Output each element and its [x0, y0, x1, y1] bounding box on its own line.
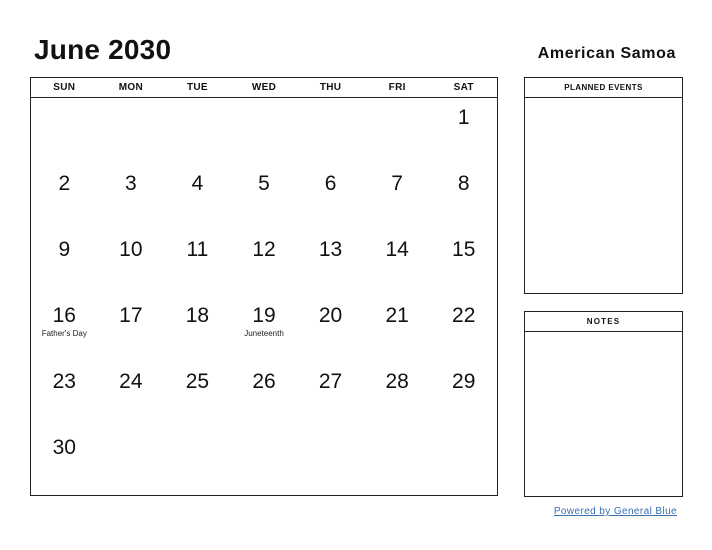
powered-by-link[interactable]: Powered by General Blue	[553, 506, 677, 517]
planned-events-title: PLANNED EVENTS	[525, 78, 682, 98]
day-cell	[297, 428, 364, 494]
weekday-tue: TUE	[186, 82, 208, 93]
day-number	[98, 428, 165, 436]
day-cell	[231, 428, 298, 494]
day-cell	[364, 428, 431, 494]
day-cell	[231, 362, 298, 428]
day-cell	[297, 296, 364, 362]
day-number: 20	[318, 304, 343, 327]
day-number: 18	[185, 304, 210, 327]
region-label: American Samoa	[537, 45, 676, 62]
day-cell	[430, 164, 497, 230]
day-cell	[364, 230, 431, 296]
day-cell	[31, 428, 98, 494]
day-cell	[98, 296, 165, 362]
day-number	[31, 98, 98, 106]
day-number	[297, 428, 364, 436]
day-cell	[164, 98, 231, 164]
day-cell	[364, 164, 431, 230]
day-number	[430, 428, 497, 436]
day-number: 30	[52, 436, 76, 459]
day-number: 15	[452, 238, 476, 261]
day-number: 7	[391, 172, 403, 195]
day-cell	[164, 428, 231, 494]
day-number: 19	[252, 304, 276, 327]
day-number: 1	[457, 106, 470, 129]
day-number: 28	[385, 370, 409, 393]
weekday-header-row	[31, 78, 497, 98]
day-cell	[164, 362, 231, 428]
day-number: 12	[252, 238, 276, 261]
day-number	[364, 98, 431, 106]
day-number: 8	[457, 172, 470, 195]
page-title: June 2030	[34, 34, 172, 65]
day-number: 3	[125, 172, 137, 195]
planned-events-panel	[524, 77, 683, 294]
day-number: 22	[452, 304, 476, 327]
weekday-thu: THU	[319, 82, 342, 93]
day-cell	[31, 362, 98, 428]
day-number: 13	[318, 238, 343, 261]
weekday-sun: SUN	[53, 82, 76, 93]
weekday-fri: FRI	[388, 82, 406, 93]
day-number: 26	[252, 370, 276, 393]
weekday-wed: WED	[251, 82, 277, 93]
day-cell	[364, 362, 431, 428]
day-cell	[98, 230, 165, 296]
day-cell	[430, 98, 497, 164]
day-cell	[231, 296, 298, 362]
day-grid	[31, 98, 497, 494]
day-cell	[98, 98, 165, 164]
calendar-grid	[30, 77, 498, 496]
weekday-mon: MON	[118, 82, 143, 93]
holiday-label: Juneteenth	[244, 329, 284, 338]
day-cell	[297, 98, 364, 164]
day-cell	[364, 296, 431, 362]
day-number: 11	[186, 238, 209, 261]
day-cell	[231, 230, 298, 296]
day-cell	[164, 230, 231, 296]
day-number: 2	[58, 172, 71, 195]
weekday-sat: SAT	[453, 82, 474, 93]
day-number	[231, 98, 298, 106]
day-cell	[297, 230, 364, 296]
day-cell	[297, 164, 364, 230]
day-number: 5	[258, 172, 270, 195]
notes-title: NOTES	[525, 312, 682, 332]
day-cell	[98, 164, 165, 230]
day-number: 27	[318, 370, 343, 393]
day-number: 24	[119, 370, 143, 393]
day-number	[98, 98, 165, 106]
day-cell	[31, 296, 98, 362]
day-number: 6	[324, 172, 337, 195]
day-cell	[164, 296, 231, 362]
day-cell	[430, 296, 497, 362]
day-cell	[98, 362, 165, 428]
holiday-label: Father's Day	[41, 329, 87, 338]
day-cell	[430, 428, 497, 494]
day-cell	[31, 164, 98, 230]
day-cell	[430, 362, 497, 428]
day-number: 17	[119, 304, 143, 327]
day-number: 4	[191, 172, 204, 195]
day-number	[231, 428, 298, 436]
day-cell	[31, 230, 98, 296]
day-number: 29	[452, 370, 476, 393]
day-cell	[31, 98, 98, 164]
day-cell	[231, 164, 298, 230]
day-number: 9	[58, 238, 71, 261]
day-cell	[430, 230, 497, 296]
day-cell	[364, 98, 431, 164]
day-number	[164, 428, 231, 436]
day-number	[297, 98, 364, 106]
day-cell	[297, 362, 364, 428]
day-number	[164, 98, 231, 106]
day-number: 25	[185, 370, 210, 393]
day-number: 10	[119, 238, 143, 261]
day-number: 14	[385, 238, 409, 261]
day-cell	[98, 428, 165, 494]
notes-panel	[524, 311, 683, 497]
day-number	[364, 428, 431, 436]
day-number: 16	[52, 304, 76, 327]
day-number: 21	[385, 304, 409, 327]
day-number: 23	[52, 370, 76, 393]
day-cell	[231, 98, 298, 164]
day-cell	[164, 164, 231, 230]
